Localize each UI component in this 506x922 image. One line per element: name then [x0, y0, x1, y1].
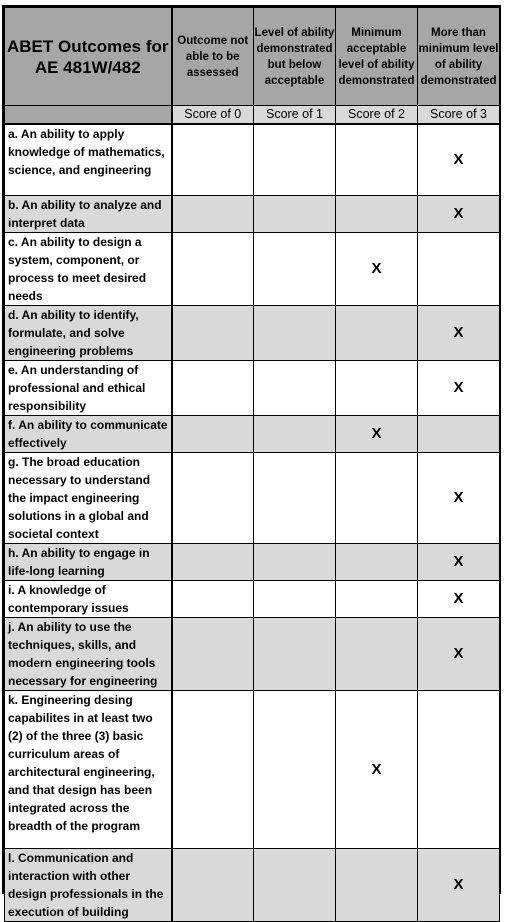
- score-mark: X: [371, 260, 382, 277]
- score-cell-3: [418, 848, 500, 921]
- score-cell-0: [172, 848, 254, 921]
- score-cell-2: [336, 580, 418, 617]
- score-cell-1: [254, 580, 336, 617]
- score-cell-1: [254, 305, 336, 360]
- outcome-label: i. A knowledge of contemporary issues: [5, 580, 172, 617]
- score-mark: X: [453, 876, 464, 893]
- score-cell-2: [336, 848, 418, 921]
- outcome-label: c. An ability to design a system, component, or process to meet desired needs: [5, 232, 172, 305]
- table-row: [5, 580, 500, 617]
- score-cell-0: [172, 543, 254, 580]
- score-cell-3: [418, 360, 500, 415]
- score-cell-3: [418, 195, 500, 232]
- outcome-label: b. An ability to analyze and interpret data: [5, 195, 172, 232]
- outcome-label: f. An ability to communicate effectively: [5, 415, 172, 452]
- score-mark: X: [453, 205, 464, 222]
- score-cell-0: [172, 360, 254, 415]
- score-cell-1: [254, 452, 336, 543]
- score-header-3: Score of 3: [418, 106, 500, 124]
- score-cell-1: [254, 617, 336, 690]
- score-cell-2: [336, 305, 418, 360]
- column-header-1: Level of ability demonstrated but below acceptable: [254, 8, 336, 106]
- score-cell-0: [172, 415, 254, 452]
- score-cell-2: [336, 543, 418, 580]
- table-row: [5, 232, 500, 305]
- table-row: [5, 415, 500, 452]
- table-row: [5, 195, 500, 232]
- score-cell-3: [418, 415, 500, 452]
- score-cell-1: [254, 195, 336, 232]
- score-cell-0: [172, 617, 254, 690]
- score-cell-0: [172, 124, 254, 196]
- outcome-label: g. The broad education necessary to understand the impact engineering solutions in a global and societal context: [5, 452, 172, 543]
- score-mark: X: [453, 553, 464, 570]
- table-row: [5, 360, 500, 415]
- score-header-1: Score of 1: [254, 106, 336, 124]
- score-cell-1: [254, 690, 336, 848]
- score-cell-3: [418, 543, 500, 580]
- score-cell-3: [418, 617, 500, 690]
- score-mark: X: [453, 590, 464, 607]
- score-mark: X: [453, 324, 464, 341]
- score-mark: X: [453, 379, 464, 396]
- table-row: [5, 305, 500, 360]
- score-cell-0: [172, 305, 254, 360]
- score-cell-1: [254, 232, 336, 305]
- table-row: [5, 690, 500, 848]
- outcome-label: e. An understanding of professional and ethical responsibility: [5, 360, 172, 415]
- score-cell-2: [336, 617, 418, 690]
- score-cell-0: [172, 690, 254, 848]
- score-cell-2: [336, 195, 418, 232]
- score-cell-3: [418, 232, 500, 305]
- outcome-label: d. An ability to identify, formulate, and solve engineering problems: [5, 305, 172, 360]
- outcome-label: h. An ability to engage in life-long learning: [5, 543, 172, 580]
- table-row: [5, 617, 500, 690]
- score-cell-0: [172, 232, 254, 305]
- table-row: [5, 124, 500, 196]
- table-title: ABET Outcomes for AE 481W/482: [5, 8, 172, 106]
- score-cell-0: [172, 195, 254, 232]
- score-cell-2: [336, 415, 418, 452]
- outcome-label: a. An ability to apply knowledge of mathematics, science, and engineering: [5, 124, 172, 196]
- score-header-2: Score of 2: [336, 106, 418, 124]
- abet-outcomes-table: [4, 7, 500, 922]
- score-cell-1: [254, 124, 336, 196]
- outcome-label: j. An ability to use the techniques, skills, and modern engineering tools necessary for engineering: [5, 617, 172, 690]
- score-cell-3: [418, 305, 500, 360]
- table-row: [5, 543, 500, 580]
- score-cell-1: [254, 415, 336, 452]
- score-cell-3: [418, 580, 500, 617]
- table-row: [5, 848, 500, 921]
- score-mark: X: [371, 760, 382, 778]
- column-header-3: More than minimum level of ability demonstrated: [418, 8, 500, 106]
- score-cell-0: [172, 452, 254, 543]
- score-row-corner: [5, 106, 172, 124]
- score-cell-2: [336, 452, 418, 543]
- score-cell-2: [336, 232, 418, 305]
- table-row: [5, 452, 500, 543]
- score-cell-3: [418, 452, 500, 543]
- outcome-label: l. Communication and interaction with other design professionals in the execution of building: [5, 848, 172, 921]
- score-cell-2: [336, 124, 418, 196]
- column-header-2: Minimum acceptable level of ability demonstrated: [336, 8, 418, 106]
- outcome-rows: [5, 124, 500, 922]
- score-mark: X: [453, 645, 464, 662]
- abet-outcomes-table-frame: [2, 5, 501, 919]
- score-mark: X: [371, 425, 382, 442]
- score-cell-0: [172, 580, 254, 617]
- score-cell-1: [254, 543, 336, 580]
- score-cell-2: [336, 360, 418, 415]
- outcome-label: k. Engineering desing capabilites in at least two (2) of the three (3) basic curriculum areas of architectural engineering, and that design has been integrated across the breadth of the program: [5, 690, 172, 848]
- score-cell-1: [254, 848, 336, 921]
- score-mark: X: [453, 151, 464, 168]
- score-mark: X: [453, 489, 464, 506]
- score-cell-2: [336, 690, 418, 848]
- score-cell-3: [418, 124, 500, 196]
- score-cell-3: [418, 690, 500, 848]
- score-cell-1: [254, 360, 336, 415]
- score-header-0: Score of 0: [172, 106, 254, 124]
- column-header-0: Outcome not able to be assessed: [172, 8, 254, 106]
